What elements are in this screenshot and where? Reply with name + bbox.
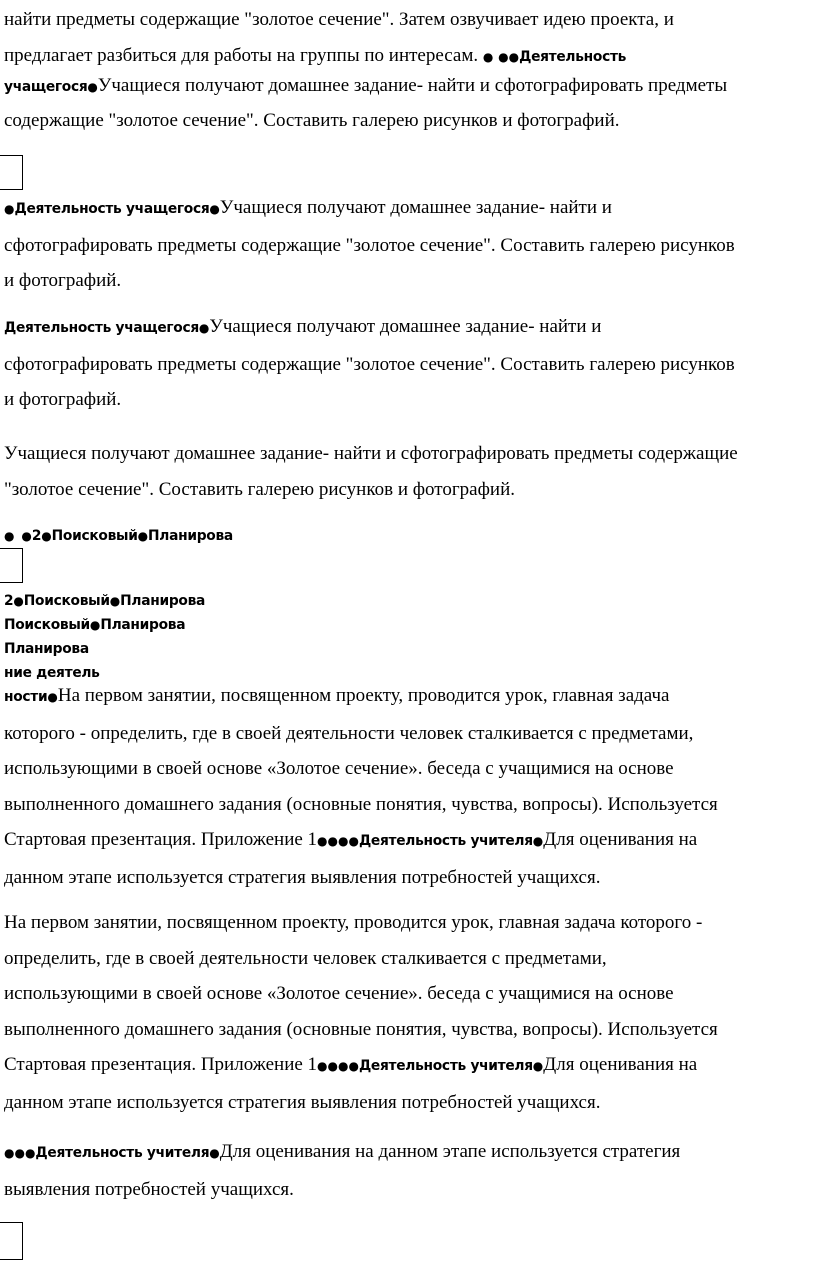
bullet-icon: ●: [4, 529, 15, 543]
image-placeholder: [0, 155, 23, 190]
text-line: [4, 382, 812, 418]
text: Учащиеся получают домашнее задание- найти и: [219, 197, 612, 218]
text-line: [4, 1172, 812, 1208]
text: и фотографий.: [4, 270, 122, 291]
image-placeholder: [0, 548, 23, 583]
paragraph-5: [4, 524, 812, 548]
bullet-icon: ●: [87, 79, 98, 94]
paragraph-8: [4, 1134, 812, 1207]
paragraph-7: [4, 905, 812, 1120]
paragraph-1: [4, 2, 812, 141]
bullet-icon: ●: [532, 834, 544, 848]
text-line: [4, 309, 812, 347]
bullet-icon: ●: [198, 321, 210, 335]
bullet-icon: ●: [482, 49, 494, 64]
bullet-icon: ●: [89, 618, 101, 632]
bullet-icon: ●●: [498, 49, 520, 64]
text: использующими в своей основе «Золотое сечение». беседа с учащимися на основе: [4, 758, 674, 779]
text: выполненного домашнего задания (основные понятия, чувства, вопросы). Используется: [4, 1018, 718, 1040]
heading-text: Планирова: [120, 593, 206, 609]
text: выполненного домашнего задания (основные понятия, чувства, вопросы). Используется: [4, 793, 718, 815]
text-line: [4, 905, 812, 941]
bullet-icon: ●: [209, 1146, 220, 1160]
bullet-icon: ●: [137, 529, 149, 543]
text-line: [4, 751, 812, 787]
text-line: [4, 524, 812, 548]
bullet-icon: ●: [47, 690, 58, 704]
heading-text: Поисковый: [51, 528, 138, 544]
heading-text: 2: [31, 528, 42, 544]
paragraph-3: [4, 309, 812, 418]
text-line: [4, 1085, 812, 1121]
bullet-icon: ●: [109, 594, 121, 608]
text: которого - определить, где в своей деятельности человек сталкивается с предметами,: [4, 722, 694, 744]
bullet-icon: ●: [21, 529, 32, 543]
text-line: [4, 613, 812, 637]
text: "золотое сечение". Составить галерею рисунков и фотографий.: [4, 478, 515, 500]
bullet-icon: ●: [209, 202, 220, 216]
heading-text: Деятельность учащегося: [4, 320, 199, 336]
text: Для оценивания на: [543, 829, 698, 850]
text: данном этапе используется стратегия выявления потребностей учащихся.: [4, 866, 601, 888]
text-line: [4, 860, 812, 896]
paragraph-6: [4, 589, 812, 685]
heading-text: ние деятель: [4, 665, 100, 681]
bullet-icon: ●: [41, 529, 52, 543]
text-line: [4, 263, 812, 299]
heading-text: Планирова: [148, 528, 233, 544]
text-line: [4, 436, 812, 472]
image-placeholder: [0, 1222, 23, 1260]
heading-text: Деятельность: [519, 48, 627, 65]
text: выявления потребностей учащихся.: [4, 1178, 294, 1200]
heading-text: Планирова: [100, 617, 186, 633]
text: содержащие "золотое сечение". Составить галерею рисунков и фотографий.: [4, 109, 620, 131]
text: использующими в своей основе «Золотое сечение». беседа с учащимися на основе: [4, 983, 674, 1004]
heading-text: Деятельность учителя: [358, 1058, 533, 1074]
text: Для оценивания на: [543, 1054, 698, 1075]
text-line: [4, 472, 812, 508]
heading-text: Деятельность учителя: [35, 1145, 210, 1161]
text: сфотографировать предметы содержащие "золотое сечение". Составить галерею рисунков: [4, 234, 735, 256]
text-line: [4, 72, 812, 101]
text: определить, где в своей деятельности человек сталкивается с предметами,: [4, 947, 607, 969]
text-line: [4, 637, 812, 661]
heading-text: Поисковый: [4, 617, 90, 633]
text-line: [4, 589, 812, 613]
text: предлагает разбиться для работы на группы по интересам.: [4, 44, 479, 66]
text: Стартовая презентация. Приложение 1: [4, 829, 318, 850]
heading-text: учащегося: [4, 78, 88, 95]
text: найти предметы содержащие "золотое сечение". Затем озвучивает идею проекта, и: [4, 9, 674, 30]
text: Учащиеся получают домашнее задание- найти и сфотографировать предметы: [97, 74, 728, 96]
heading-text: Поисковый: [23, 593, 110, 609]
paragraph-2: [4, 190, 812, 299]
text: На первом занятии, посвященном проекту, проводится урок, главная задача: [57, 685, 670, 706]
text-line: [4, 38, 812, 72]
text: Стартовая презентация. Приложение 1: [4, 1054, 318, 1075]
text-line: [4, 190, 812, 228]
text-line: [4, 228, 812, 264]
bullet-icon: ●●●: [4, 1146, 36, 1160]
bullet-icon: ●●●●: [317, 1059, 359, 1073]
text-line: [4, 787, 812, 823]
text-line: [4, 347, 812, 383]
bullet-icon: ●: [13, 594, 24, 608]
text: и фотографий.: [4, 389, 122, 410]
bullet-icon: ●: [4, 202, 15, 216]
text: сфотографировать предметы содержащие "золотое сечение". Составить галерею рисунков: [4, 353, 735, 375]
text: данном этапе используется стратегия выявления потребностей учащихся.: [4, 1091, 601, 1113]
text: На первом занятии, посвященном проекту, проводится урок, главная задача которого -: [4, 912, 703, 933]
text: Для оценивания на данном этапе используется стратегия: [219, 1141, 681, 1162]
heading-text: Планирова: [4, 641, 89, 657]
text-line: [4, 101, 812, 141]
text: Учащиеся получают домашнее задание- найти и сфотографировать предметы содержащие: [4, 443, 738, 464]
text-line: [4, 976, 812, 1012]
text-line: [4, 716, 812, 752]
bullet-icon: ●●●●: [317, 834, 359, 848]
text-line: [4, 1012, 812, 1048]
bullet-icon: ●: [532, 1059, 544, 1073]
paragraph-4: [4, 436, 812, 507]
text: Учащиеся получают домашнее задание- найти и: [209, 316, 602, 337]
text-line: [4, 1047, 812, 1085]
text-line: [4, 1134, 812, 1172]
heading-text: ности: [4, 689, 48, 705]
text-line: [4, 678, 812, 716]
heading-text: Деятельность учащегося: [14, 201, 210, 217]
heading-text: Деятельность учителя: [358, 833, 533, 849]
paragraph-6-body: [4, 678, 812, 895]
text-line: [4, 2, 812, 38]
heading-text: 2: [4, 593, 14, 609]
text-line: [4, 941, 812, 977]
text-line: [4, 822, 812, 860]
